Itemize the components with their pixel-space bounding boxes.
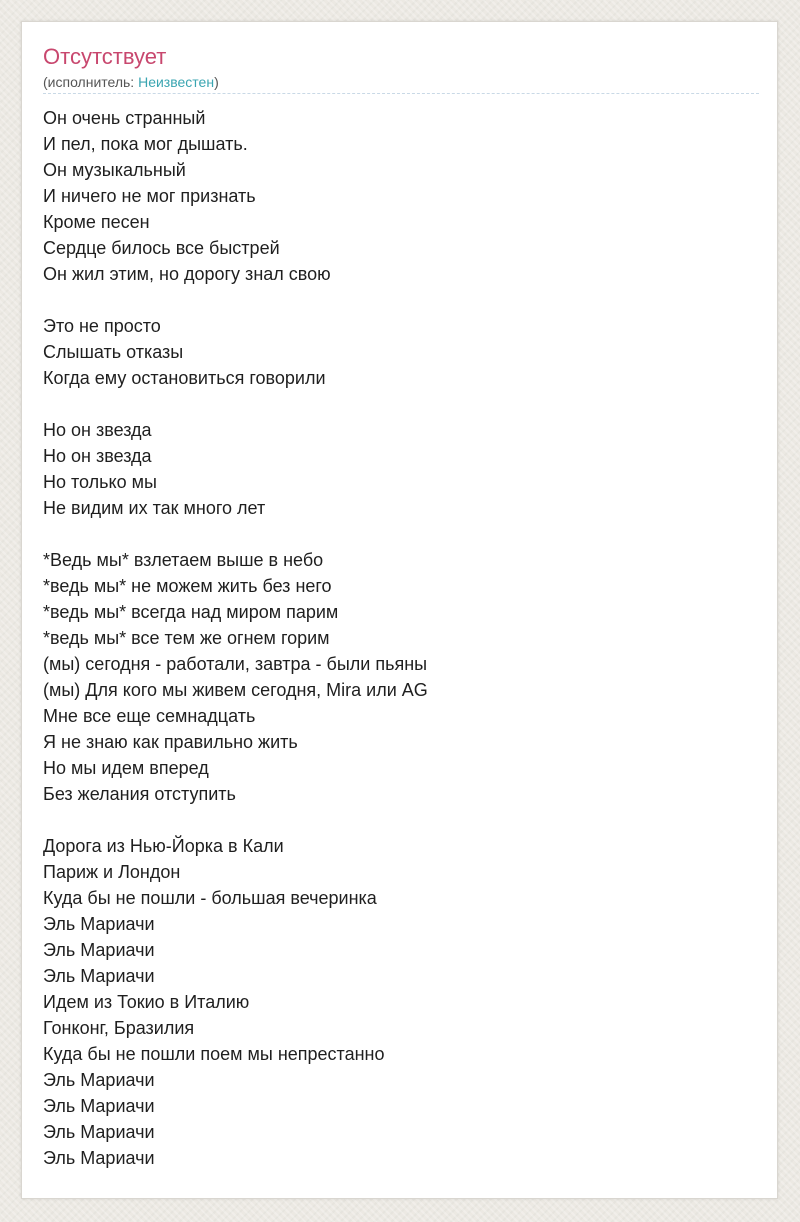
artist-link[interactable]: Неизвестен [138, 74, 215, 90]
artist-line [43, 73, 219, 91]
lyric-line: *ведь мы* все тем же огнем горим [43, 628, 330, 648]
lyric-line: Эль Мариачи [43, 1148, 155, 1168]
lyrics-text [43, 105, 759, 1171]
stanza-break [43, 521, 759, 547]
lyric-line: *ведь мы* не можем жить без него [43, 576, 332, 596]
lyric-line: Но он звезда [43, 420, 152, 440]
lyric-line: Гонконг, Бразилия [43, 1018, 195, 1038]
lyric-line: Куда бы не пошли - большая вечеринка [43, 888, 377, 908]
lyric-line: Это не просто [43, 316, 161, 336]
artist-suffix: ) [214, 74, 219, 90]
lyric-line: Но только мы [43, 472, 157, 492]
lyric-line: Дорога из Нью-Йорка в Кали [43, 836, 284, 856]
song-title: Отсутствует [43, 44, 167, 69]
artist-prefix: (исполнитель: [43, 74, 139, 90]
lyric-line: Он музыкальный [43, 160, 186, 180]
lyric-line: Куда бы не пошли поем мы непрестанно [43, 1044, 385, 1064]
lyric-line: Эль Мариачи [43, 1122, 155, 1142]
lyric-line: Эль Мариачи [43, 966, 155, 986]
lyric-line: Идем из Токио в Италию [43, 992, 250, 1012]
lyric-line: Эль Мариачи [43, 1096, 155, 1116]
lyrics-card [21, 21, 778, 1199]
lyric-line: Мне все еще семнадцать [43, 706, 256, 726]
lyric-line: Он очень странный [43, 108, 206, 128]
lyric-line: Я не знаю как правильно жить [43, 732, 298, 752]
lyric-line: Без желания отступить [43, 784, 236, 804]
lyric-line: Эль Мариачи [43, 914, 155, 934]
lyric-line: (мы) сегодня - работали, завтра - были пьяны [43, 654, 428, 674]
lyric-line: И ничего не мог признать [43, 186, 256, 206]
lyric-line: Слышать отказы [43, 342, 184, 362]
lyric-line: Эль Мариачи [43, 1070, 155, 1090]
lyric-line: И пел, пока мог дышать. [43, 134, 248, 154]
lyric-line: Он жил этим, но дорогу знал свою [43, 264, 331, 284]
stanza-break [43, 287, 759, 313]
lyric-line: Париж и Лондон [43, 862, 181, 882]
lyric-line: Но мы идем вперед [43, 758, 209, 778]
lyric-line: Сердце билось все быстрей [43, 238, 280, 258]
lyric-line: Но он звезда [43, 446, 152, 466]
lyric-line: Эль Мариачи [43, 940, 155, 960]
title-divider [43, 93, 759, 94]
lyric-line: (мы) Для кого мы живем сегодня, Mira или AG [43, 680, 428, 700]
lyric-line: Когда ему остановиться говорили [43, 368, 326, 388]
lyric-line: *ведь мы* всегда над миром парим [43, 602, 339, 622]
lyric-line: Не видим их так много лет [43, 498, 266, 518]
stanza-break [43, 391, 759, 417]
stanza-break [43, 807, 759, 833]
lyric-line: Кроме песен [43, 212, 150, 232]
lyric-line: *Ведь мы* взлетаем выше в небо [43, 550, 324, 570]
